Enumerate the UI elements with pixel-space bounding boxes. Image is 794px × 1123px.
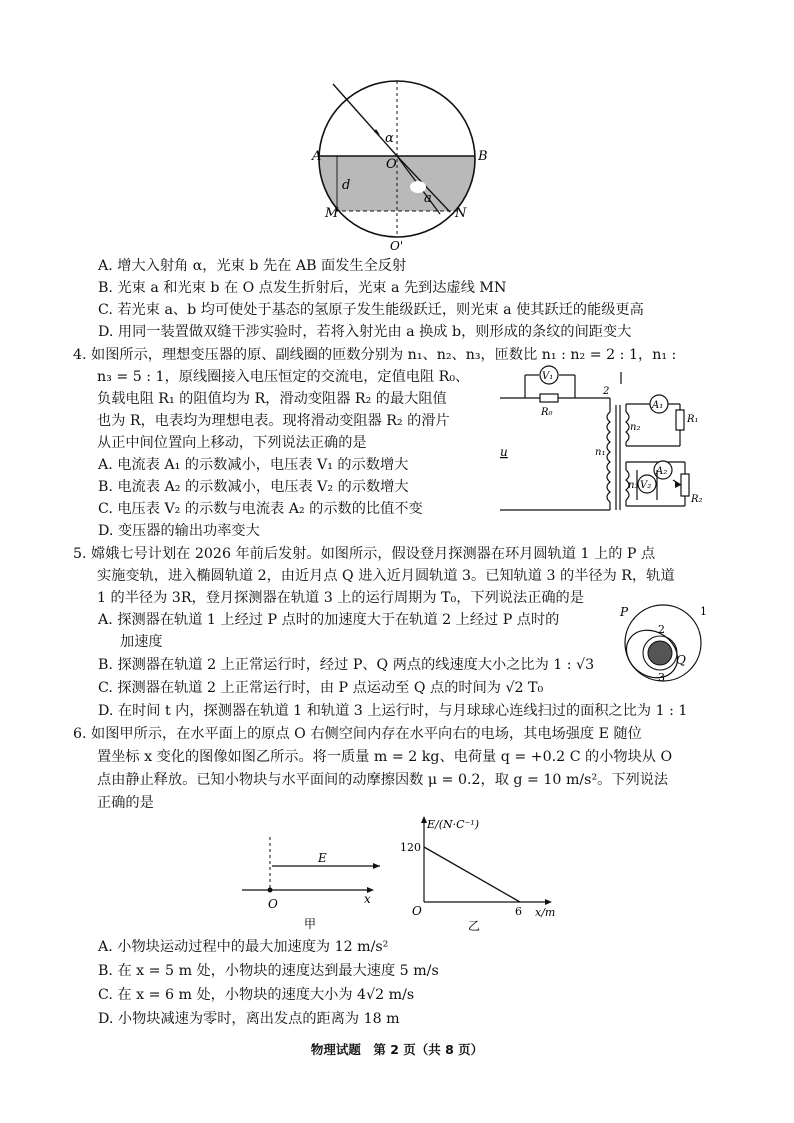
label-R1: R₁ [687, 414, 699, 425]
xlabel-yi: x/m [535, 906, 556, 919]
q4-stem-line-1: 4. 如图所示，理想变压器的原、副线圈的匝数分别为 n₁、n₂、n₃，匝数比 n₁ : n₂ = 2 : 1，n₁ : [73, 347, 677, 363]
label-O-jia: O [268, 897, 278, 911]
label-B: B [478, 149, 488, 164]
q5-option-a: A. 探测器在轨道 1 上经过 P 点时的加速度大于在轨道 2 上经过 P 点时的 [98, 612, 560, 628]
label-O-prime: O' [390, 239, 404, 252]
label-Q: Q [676, 653, 686, 667]
caption-yi: 乙 [468, 919, 481, 933]
q5-option-a-cont: 加速度 [120, 634, 163, 650]
q3-option-a: A. 增大入射角 α，光束 b 先在 AB 面发生全反射 [98, 258, 407, 274]
q5-stem-line-2: 实施变轨，进入椭圆轨道 2，由近月点 Q 进入近月圆轨道 3。已知轨道 3 的半径为 R，轨道 [97, 568, 675, 584]
label-orbit-1: 1 [700, 605, 707, 618]
label-n1: n₁ [595, 447, 606, 458]
q3-option-d: D. 用同一装置做双缝干涉实验时，若将入射光由 a 换成 b，则形成的条纹的间距变大 [98, 324, 632, 340]
figure-yi [398, 812, 568, 934]
q3-option-c: C. 若光束 a、b 均可使处于基态的氢原子发生能级跃迁，则光束 a 使其跃迁的能级更高 [98, 302, 644, 318]
label-d: d [342, 178, 351, 193]
q5-option-d: D. 在时间 t 内，探测器在轨道 1 和轨道 3 上运行时，与月球球心连线扫过的面积之比为 1 : 1 [98, 703, 688, 719]
label-R0: R₀ [541, 407, 553, 418]
transformer-circuit [495, 360, 710, 520]
liquid-region [300, 156, 500, 211]
figure-jia [240, 832, 380, 932]
q4-option-b: B. 电流表 A₂ 的示数减小，电压表 V₂ 的示数增大 [98, 479, 409, 495]
y-tick-120: 120 [400, 841, 421, 854]
origin-dot [268, 888, 273, 893]
q6-stem-line-3: 点由静止释放。已知小物块与水平面间的动摩擦因数 μ = 0.2，取 g = 10 m/s²。下列说法 [97, 772, 669, 788]
label-V2: V₂ [640, 480, 652, 491]
q6-stem-line-4: 正确的是 [97, 795, 154, 811]
q5-stem-line-1: 5. 嫦娥七号计划在 2026 年前后发射。如图所示，假设登月探测器在环月圆轨道 1 上的 P 点 [73, 546, 656, 562]
label-mark: 2 [603, 386, 610, 397]
label-orbit-2: 2 [658, 623, 665, 636]
q6-stem-line-2: 置坐标 x 变化的图像如图乙所示。将一质量 m = 2 kg、电荷量 q = +0.2 C 的小物块从 O [97, 749, 673, 765]
label-A: A [312, 149, 322, 164]
q6-option-c: C. 在 x = 6 m 处，小物块的速度大小为 4√2 m/s [98, 987, 415, 1003]
label-A1: A₁ [652, 400, 664, 411]
caption-jia: 甲 [304, 917, 317, 931]
label-x-jia: x [364, 892, 371, 906]
q4-option-a: A. 电流表 A₁ 的示数减小，电压表 V₁ 的示数增大 [98, 457, 409, 473]
label-N: N [455, 206, 467, 221]
label-R2: R₂ [691, 494, 703, 505]
label-O-yi: O [412, 904, 422, 918]
label-M: M [325, 206, 339, 221]
refraction-figure [300, 72, 500, 252]
label-P: P [620, 605, 629, 619]
q4-option-d: D. 变压器的输出功率变大 [98, 523, 260, 539]
q6-option-b: B. 在 x = 5 m 处，小物块的速度达到最大速度 5 m/s [98, 963, 439, 979]
moon [648, 641, 672, 665]
q3-option-b: B. 光束 a 和光束 b 在 O 点发生折射后，光束 a 先到达虚线 MN [98, 280, 507, 296]
q5-option-b: B. 探测器在轨道 2 上正常运行时，经过 P、Q 两点的线速度大小之比为 1 : √3 [98, 657, 595, 673]
q4-stem-line-3: 负载电阻 R₁ 的阻值均为 R，滑动变阻器 R₂ 的最大阻值 [97, 391, 447, 407]
orbit-figure [618, 602, 708, 684]
label-orbit-3: 3 [658, 671, 665, 684]
page-footer: 物理试题 第 2 页（共 8 页） [310, 1042, 484, 1057]
label-alpha: α [385, 131, 394, 146]
q5-stem-line-3: 1 的半径为 3R，登月探测器在轨道 3 上的运行周期为 T₀，下列说法正确的是 [97, 590, 584, 606]
label-n2: n₂ [630, 422, 641, 433]
q4-stem-line-4: 也为 R，电表均为理想电表。现将滑动变阻器 R₂ 的滑片 [97, 413, 450, 429]
q6-option-a: A. 小物块运动过程中的最大加速度为 12 m/s² [98, 939, 389, 955]
field-line [424, 847, 520, 902]
q4-stem-line-2: n₃ = 5 : 1，原线圈接入电压恒定的交流电，定值电阻 R₀、 [97, 369, 470, 385]
label-u: u [500, 445, 508, 459]
label-n3: n₃ [628, 480, 639, 491]
label-a: a [424, 191, 432, 206]
label-A2: A₂ [656, 466, 668, 477]
q6-option-d: D. 小物块减速为零时，离出发点的距离为 18 m [98, 1011, 400, 1027]
x-tick-6: 6 [515, 905, 522, 918]
q4-stem-line-5: 从正中间位置向上移动，下列说法正确的是 [97, 435, 367, 451]
q6-stem-line-1: 6. 如图甲所示，在水平面上的原点 O 右侧空间内存在水平向右的电场，其电场强度 E 随位 [73, 726, 642, 742]
label-O: O [386, 157, 397, 172]
q5-option-c: C. 探测器在轨道 2 上正常运行时，由 P 点运动至 Q 点的时间为 √2 T₀ [98, 680, 544, 696]
q4-option-c: C. 电压表 V₂ 的示数与电流表 A₂ 的示数的比值不变 [98, 501, 423, 517]
label-V1: V₁ [542, 371, 554, 382]
label-E: E [318, 851, 327, 865]
ylabel-yi: E/(N·C⁻¹) [427, 818, 480, 831]
